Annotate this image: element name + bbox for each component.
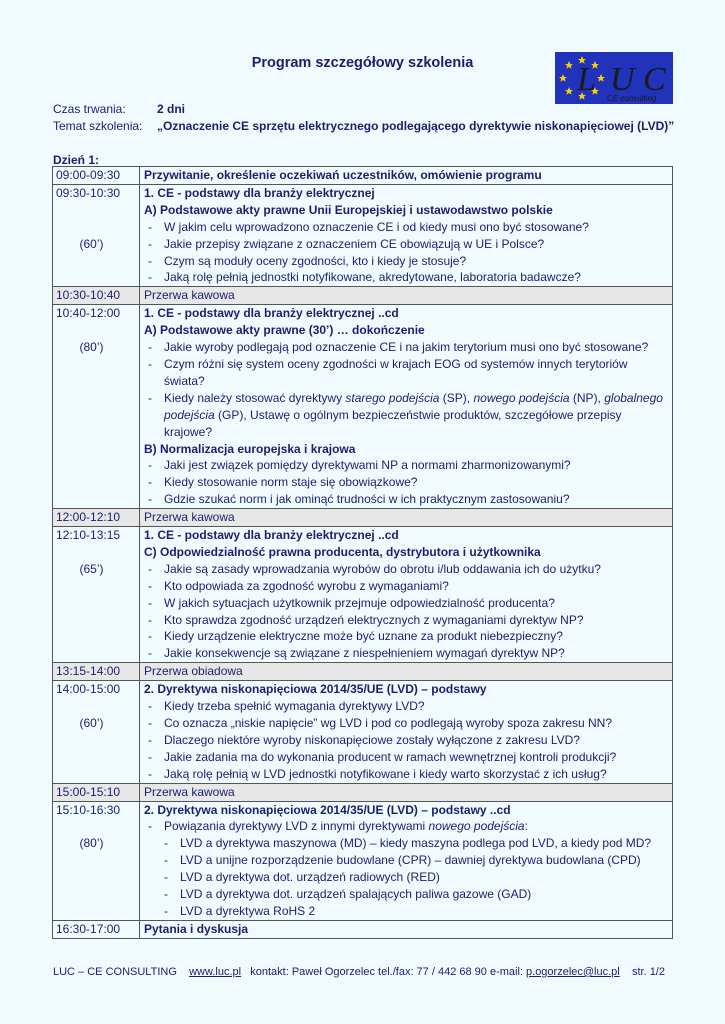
- time-cell: 15:00-15:10: [53, 783, 140, 801]
- page-number: str. 1/2: [631, 966, 665, 978]
- list-item: - Dlaczego niektóre wyroby niskonapięciowe zostały wyłączone z zakresu LVD?: [148, 732, 580, 747]
- duration-label: Czas trwania:: [53, 102, 126, 116]
- time-cell: [53, 184, 140, 286]
- duration: (60’): [79, 236, 104, 251]
- table-row: [53, 681, 673, 783]
- list-item: - Jakie zadania ma do wykonania producent w ramach wewnętrznej kontroli produkcji?: [148, 749, 617, 764]
- session-heading: 1. CE - podstawy dla branży elektrycznej ..cd: [144, 528, 399, 543]
- time-cell: [53, 681, 140, 783]
- time-cell: [53, 801, 140, 920]
- break-label: Przerwa kawowa: [140, 287, 673, 305]
- footer-company: LUC – CE CONSULTING: [53, 966, 177, 978]
- session-content: [140, 801, 673, 920]
- table-row: [53, 305, 673, 509]
- sub-list-item: - LVD a dyrektywa dot. urządzeń radiowych (RED): [164, 870, 440, 885]
- list-item: - Jakie wyroby podlegają pod oznaczenie CE i na jakim terytorium musi ono być stosowane?: [148, 340, 649, 355]
- list-item: - Jaką rolę pełnią w LVD jednostki notyfikowane i kiedy warto skorzystać z ich usług?: [148, 766, 607, 781]
- topic-label: Temat szkolenia:: [53, 119, 143, 133]
- table-row: [53, 167, 673, 185]
- time-cell: 16:30-17:00: [53, 920, 140, 938]
- session-content: [140, 527, 673, 663]
- session-title: Pytania i dyskusja: [140, 920, 673, 938]
- table-row: [53, 663, 673, 681]
- list-item: - Jakie konsekwencje są związane z niespełnieniem wymagań dyrektyw NP?: [148, 646, 565, 661]
- list-item: - Jakie są zasady wprowadzania wyrobów do obrotu i/lub oddawania ich do użytku?: [148, 561, 601, 576]
- duration: (80’): [79, 836, 104, 851]
- list-item: - W jakich sytuacjach użytkownik przejmuje odpowiedzialność producenta?: [148, 595, 555, 610]
- table-row: [53, 801, 673, 920]
- session-heading: 1. CE - podstawy dla branży elektrycznej: [144, 185, 375, 200]
- time-range: 15:10-16:30: [56, 802, 121, 817]
- session-content: [140, 184, 673, 286]
- time-cell: 13:15-14:00: [53, 663, 140, 681]
- break-label: Przerwa kawowa: [140, 783, 673, 801]
- time-range: 09:30-10:30: [56, 185, 121, 200]
- time-cell: 10:30-10:40: [53, 287, 140, 305]
- break-label: Przerwa kawowa: [140, 509, 673, 527]
- time-cell: [53, 527, 140, 663]
- logo-subtitle: CE consulting: [607, 94, 657, 103]
- list-item: - Kto odpowiada za zgodność wyrobu z wymaganiami?: [148, 578, 449, 593]
- table-row: [53, 920, 673, 938]
- table-row: [53, 287, 673, 305]
- logo-letter-c: C: [643, 61, 666, 98]
- table-row: [53, 509, 673, 527]
- session-heading: 2. Dyrektywa niskonapięciowa 2014/35/UE (LVD) – podstawy ..cd: [144, 802, 511, 817]
- list-item: - Powiązania dyrektywy LVD z innymi dyrektywami nowego podejścia:: [148, 819, 528, 834]
- list-item: - Czym różni się system oceny zgodności w krajach EOG od systemów innych terytoriów świata?: [148, 356, 628, 388]
- list-item: - Kiedy urządzenie elektryczne może być uznane za produkt niebezpieczny?: [148, 629, 563, 644]
- page-footer: [53, 966, 665, 978]
- duration: (65’): [79, 561, 104, 576]
- table-row: [53, 527, 673, 663]
- session-subheading: A) Podstawowe akty prawne (30’) … dokończenie: [144, 323, 425, 338]
- session-subheading: B) Normalizacja europejska i krajowa: [144, 441, 356, 456]
- list-item: - Kiedy należy stosować dyrektywy starego podejścia (SP), nowego podejścia (NP), globalnego podejścia (GP), Ustawę o ogólnym bezpieczeństwie produktów, szczegółowe przepisy krajowe?: [148, 390, 663, 439]
- list-item: - Kiedy trzeba spełnić wymagania dyrektywy LVD?: [148, 699, 425, 714]
- topic-value: „Oznaczenie CE sprzętu elektrycznego podlegającego dyrektywie niskonapięciowej (LVD)”: [157, 119, 675, 133]
- duration: (60’): [79, 716, 104, 731]
- duration: (80’): [79, 340, 104, 355]
- session-title: Przywitanie, określenie oczekiwań uczestników, omówienie programu: [140, 167, 673, 185]
- session-heading: 1. CE - podstawy dla branży elektrycznej ..cd: [144, 306, 399, 321]
- session-subheading: A) Podstawowe akty prawne Unii Europejskiej i ustawodawstwo polskie: [144, 202, 553, 217]
- time-cell: [53, 305, 140, 509]
- list-item: - W jakim celu wprowadzono oznaczenie CE i od kiedy musi ono być stosowane?: [148, 219, 589, 234]
- session-subheading: C) Odpowiedzialność prawna producenta, dystrybutora i użytkownika: [144, 544, 541, 559]
- email-link[interactable]: p.ogorzelec@luc.pl: [526, 966, 620, 978]
- list-item: - Czym są moduły oceny zgodności, kto i kiedy je stosuje?: [148, 253, 467, 268]
- time-range: 14:00-15:00: [56, 682, 121, 697]
- page-title: Program szczegółowy szkolenia: [251, 55, 474, 71]
- sub-list-item: - LVD a unijne rozporządzenie budowlane (CPR) – dawniej dyrektywa budowlana (CPD): [164, 853, 641, 868]
- session-heading: 2. Dyrektywa niskonapięciowa 2014/35/UE (LVD) – podstawy: [144, 682, 487, 697]
- sub-list-item: - LVD a dyrektywa maszynowa (MD) – kiedy maszyna podlega pod LVD, a kiedy pod MD?: [164, 836, 652, 851]
- time-cell: 09:00-09:30: [53, 167, 140, 185]
- training-meta: [53, 101, 674, 135]
- time-range: 10:40-12:00: [56, 306, 121, 321]
- time-cell: 12:00-12:10: [53, 509, 140, 527]
- list-item: - Jaki jest związek pomiędzy dyrektywami NP a normami zharmonizowanymi?: [148, 458, 571, 473]
- table-row: [53, 184, 673, 286]
- time-range: 12:10-13:15: [56, 528, 121, 543]
- list-item: - Kto sprawdza zgodność urządzeń elektrycznych z wymaganiami dyrektyw NP?: [148, 612, 584, 627]
- sub-list-item: - LVD a dyrektywa RoHS 2: [164, 903, 316, 918]
- logo-letter-u: U: [610, 61, 635, 98]
- luc-logo: [555, 52, 673, 104]
- day-label: Dzień 1:: [53, 153, 100, 167]
- footer-contact: kontakt: Paweł Ogorzelec tel./fax: 77 / 442 68 90 e-mail:: [250, 966, 527, 978]
- list-item: - Gdzie szukać norm i jak ominąć trudności w ich praktycznym zastosowaniu?: [148, 492, 570, 507]
- session-content: [140, 681, 673, 783]
- list-item: - Kiedy stosowanie norm staje się obowiązkowe?: [148, 475, 418, 490]
- list-item: - Jakie przepisy związane z oznaczeniem CE obowiązują w UE i Polsce?: [148, 236, 545, 251]
- sub-list-item: - LVD a dyrektywa dot. urządzeń spalających paliwa gazowe (GAD): [164, 887, 532, 902]
- table-row: [53, 783, 673, 801]
- website-link[interactable]: www.luc.pl: [189, 966, 242, 978]
- schedule-table: [52, 166, 673, 939]
- logo-letter-l: L: [577, 61, 596, 98]
- session-content: [140, 305, 673, 509]
- list-item: - Co oznacza „niskie napięcie” wg LVD i pod co podlegają wyroby spoza zakresu NN?: [148, 716, 613, 730]
- list-item: - Jaką rolę pełnią jednostki notyfikowane, akredytowane, laboratoria badawcze?: [148, 270, 581, 285]
- duration-value: 2 dni: [157, 102, 186, 116]
- break-label: Przerwa obiadowa: [140, 663, 673, 681]
